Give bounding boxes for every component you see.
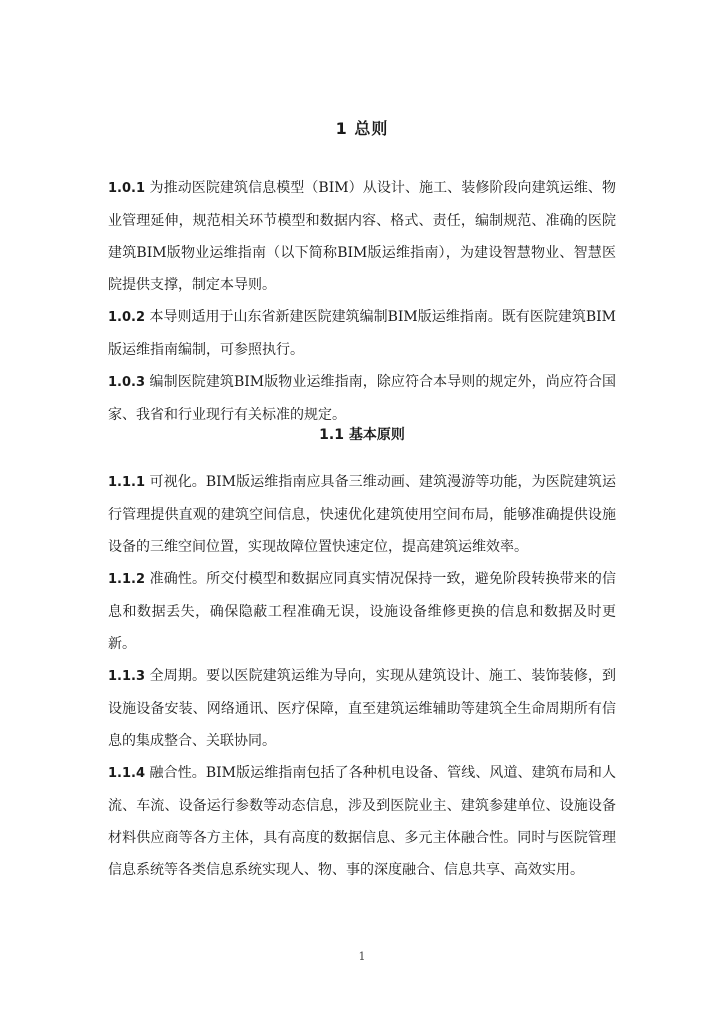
clause-number: 1.1.3 bbox=[108, 669, 146, 684]
clause-text: 准确性。所交付模型和数据应同真实情况保持一致，避免阶段转换带来的信息和数据丢失，确保隐蔽工程准确无误，设施设备维修更换的信息和数据及时更新。 bbox=[108, 571, 617, 652]
clause-1-1-3 bbox=[108, 660, 616, 757]
section-clauses bbox=[108, 466, 616, 886]
clause-text: 融合性。BIM版运维指南包括了各种机电设备、管线、风道、建筑布局和人流、车流、设备运行参数等动态信息，涉及到医院业主、建筑参建单位、设施设备材料供应商等各方主体，具有高度的数据信息、多元主体融合性。同时与医院管理信息系统等各类信息系统实现人、物、事的深度融合、信息共享、高效实用。 bbox=[108, 765, 616, 878]
section-title: 1.1 基本原则 bbox=[319, 427, 405, 443]
clause-1-0-1 bbox=[108, 172, 616, 301]
clause-1-1-1 bbox=[108, 466, 616, 563]
clause-text: 可视化。BIM版运维指南应具备三维动画、建筑漫游等功能，为医院建筑运行管理提供直观的建筑空间信息，快速优化建筑使用空间布局，能够准确提供设施设备的三维空间位置，实现故障位置快速定位，提高建筑运维效率。 bbox=[108, 474, 616, 555]
clause-text: 本导则适用于山东省新建医院建筑编制BIM版运维指南。既有医院建筑BIM版运维指南编制，可参照执行。 bbox=[108, 309, 617, 358]
page-number: 1 bbox=[358, 950, 366, 963]
clause-text: 为推动医院建筑信息模型（BIM）从设计、施工、装修阶段向建筑运维、物业管理延伸，规范相关环节模型和数据内容、格式、责任，编制规范、准确的医院建筑BIM版物业运维指南（以下简称BIM版运维指南），为建设智慧物业、智慧医院提供支撑，制定本导则。 bbox=[108, 180, 616, 293]
clause-1-1-4 bbox=[108, 757, 616, 886]
clause-1-0-2 bbox=[108, 301, 616, 366]
clause-text: 全周期。要以医院建筑运维为导向，实现从建筑设计、施工、装饰装修，到设施设备安装、网络通讯、医疗保障，直至建筑运维辅助等建筑全生命周期所有信息的集成整合、关联协同。 bbox=[108, 668, 617, 749]
clause-number: 1.1.4 bbox=[108, 766, 146, 781]
chapter-title: 1 总则 bbox=[335, 119, 389, 138]
clause-number: 1.1.2 bbox=[108, 572, 146, 587]
clause-1-0-3 bbox=[108, 366, 616, 431]
clause-number: 1.0.1 bbox=[108, 181, 146, 196]
clause-number: 1.0.2 bbox=[108, 310, 146, 325]
chapter-clauses bbox=[108, 172, 616, 431]
clause-number: 1.0.3 bbox=[108, 375, 146, 390]
clause-1-1-2 bbox=[108, 563, 616, 660]
clause-number: 1.1.1 bbox=[108, 475, 146, 490]
clause-text: 编制医院建筑BIM版物业运维指南，除应符合本导则的规定外，尚应符合国家、我省和行业现行有关标准的规定。 bbox=[108, 374, 616, 423]
